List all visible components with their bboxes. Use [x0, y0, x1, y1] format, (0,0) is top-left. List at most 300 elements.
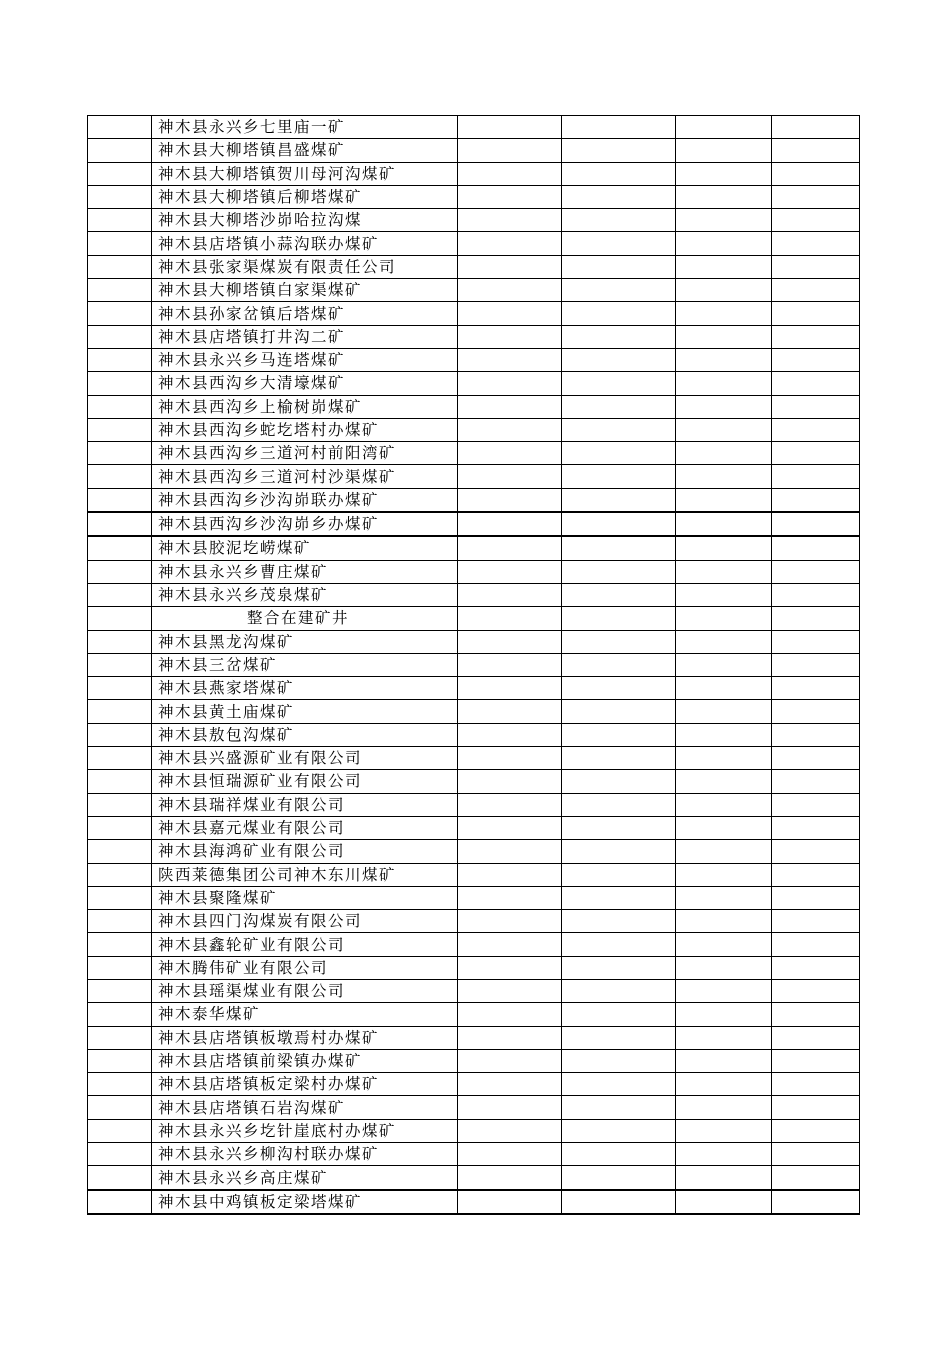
empty-cell [676, 933, 772, 956]
mine-name-cell: 神木县燕家塔煤矿 [152, 677, 458, 700]
empty-cell [676, 348, 772, 371]
table-row [88, 630, 860, 653]
index-cell [88, 139, 152, 162]
index-cell [88, 886, 152, 909]
empty-cell [676, 840, 772, 863]
index-cell [88, 1003, 152, 1026]
empty-cell [458, 162, 562, 185]
empty-cell [676, 886, 772, 909]
empty-cell [458, 677, 562, 700]
table-row [88, 232, 860, 255]
table-row [88, 255, 860, 278]
empty-cell [676, 116, 772, 139]
mine-name-cell: 神木县三岔煤矿 [152, 653, 458, 676]
empty-cell [562, 209, 676, 232]
table-row [88, 747, 860, 770]
mine-name-cell: 神木县胶泥圪崂煤矿 [152, 536, 458, 560]
mine-name-cell: 神木县西沟乡三道河村前阳湾矿 [152, 442, 458, 465]
empty-cell [772, 910, 860, 933]
table-row [88, 162, 860, 185]
empty-cell [676, 325, 772, 348]
empty-cell [772, 956, 860, 979]
empty-cell [458, 1003, 562, 1026]
index-cell [88, 279, 152, 302]
empty-cell [772, 747, 860, 770]
mine-name-cell: 神木县永兴乡七里庙一矿 [152, 116, 458, 139]
empty-cell [676, 583, 772, 606]
empty-cell [458, 325, 562, 348]
empty-cell [562, 418, 676, 441]
index-cell [88, 747, 152, 770]
empty-cell [772, 677, 860, 700]
empty-cell [676, 395, 772, 418]
index-cell [88, 583, 152, 606]
empty-cell [458, 512, 562, 536]
empty-cell [458, 723, 562, 746]
mine-name-cell: 神木县黑龙沟煤矿 [152, 630, 458, 653]
index-cell [88, 255, 152, 278]
index-cell [88, 653, 152, 676]
empty-cell [458, 418, 562, 441]
empty-cell [458, 933, 562, 956]
empty-cell [772, 979, 860, 1002]
mine-name-cell: 神木县大柳塔镇白家渠煤矿 [152, 279, 458, 302]
empty-cell [458, 395, 562, 418]
empty-cell [676, 418, 772, 441]
mine-name-cell: 神木县嘉元煤业有限公司 [152, 816, 458, 839]
index-cell [88, 1073, 152, 1096]
empty-cell [676, 607, 772, 630]
empty-cell [458, 1096, 562, 1119]
empty-cell [676, 1049, 772, 1072]
empty-cell [676, 488, 772, 512]
table-row [88, 1190, 860, 1214]
table-row [88, 793, 860, 816]
empty-cell [562, 325, 676, 348]
empty-cell [772, 139, 860, 162]
empty-cell [458, 770, 562, 793]
empty-cell [562, 770, 676, 793]
table-row [88, 185, 860, 208]
empty-cell [458, 372, 562, 395]
index-cell [88, 979, 152, 1002]
empty-cell [562, 1026, 676, 1049]
empty-cell [772, 1049, 860, 1072]
index-cell [88, 910, 152, 933]
empty-cell [458, 139, 562, 162]
index-cell [88, 1119, 152, 1142]
empty-cell [562, 536, 676, 560]
table-row [88, 700, 860, 723]
mine-name-cell: 神木县永兴乡曹庄煤矿 [152, 560, 458, 583]
empty-cell [458, 1190, 562, 1214]
index-cell [88, 723, 152, 746]
index-cell [88, 512, 152, 536]
empty-cell [772, 700, 860, 723]
table-row [88, 465, 860, 488]
empty-cell [772, 279, 860, 302]
index-cell [88, 816, 152, 839]
empty-cell [772, 607, 860, 630]
mine-name-cell: 神木县聚隆煤矿 [152, 886, 458, 909]
mine-name-cell: 神木县兴盛源矿业有限公司 [152, 747, 458, 770]
empty-cell [772, 116, 860, 139]
index-cell [88, 793, 152, 816]
table-row [88, 560, 860, 583]
empty-cell [676, 442, 772, 465]
mine-name-cell: 神木县瑶渠煤业有限公司 [152, 979, 458, 1002]
empty-cell [676, 863, 772, 886]
index-cell [88, 488, 152, 512]
empty-cell [772, 1143, 860, 1166]
empty-cell [458, 607, 562, 630]
empty-cell [772, 1166, 860, 1190]
index-cell [88, 209, 152, 232]
empty-cell [562, 653, 676, 676]
index-cell [88, 607, 152, 630]
index-cell [88, 418, 152, 441]
empty-cell [458, 465, 562, 488]
empty-cell [562, 372, 676, 395]
mine-name-cell: 神木县西沟乡蛇圪塔村办煤矿 [152, 418, 458, 441]
section-title-cell: 整合在建矿井 [152, 607, 458, 630]
empty-cell [562, 816, 676, 839]
empty-cell [458, 1119, 562, 1142]
mine-name-cell: 神木县永兴乡茂泉煤矿 [152, 583, 458, 606]
mine-name-cell: 神木县中鸡镇板定梁塔煤矿 [152, 1190, 458, 1214]
empty-cell [458, 910, 562, 933]
empty-cell [562, 395, 676, 418]
empty-cell [562, 1096, 676, 1119]
table-row [88, 863, 860, 886]
mine-list-table [87, 115, 860, 1215]
empty-cell [458, 560, 562, 583]
table-row [88, 418, 860, 441]
empty-cell [676, 279, 772, 302]
empty-cell [562, 116, 676, 139]
empty-cell [772, 512, 860, 536]
empty-cell [772, 1190, 860, 1214]
empty-cell [772, 185, 860, 208]
empty-cell [772, 1003, 860, 1026]
empty-cell [772, 302, 860, 325]
table-row [88, 933, 860, 956]
table-row [88, 1073, 860, 1096]
empty-cell [562, 840, 676, 863]
mine-name-cell: 神木县黄土庙煤矿 [152, 700, 458, 723]
empty-cell [676, 255, 772, 278]
empty-cell [676, 723, 772, 746]
mine-name-cell: 神木县永兴乡柳沟村联办煤矿 [152, 1143, 458, 1166]
empty-cell [676, 677, 772, 700]
index-cell [88, 770, 152, 793]
empty-cell [562, 465, 676, 488]
empty-cell [458, 279, 562, 302]
empty-cell [562, 255, 676, 278]
empty-cell [676, 512, 772, 536]
empty-cell [562, 863, 676, 886]
empty-cell [458, 255, 562, 278]
empty-cell [458, 793, 562, 816]
empty-cell [562, 747, 676, 770]
table-row [88, 886, 860, 909]
empty-cell [458, 488, 562, 512]
empty-cell [772, 1119, 860, 1142]
mine-name-cell: 神木县大柳塔镇昌盛煤矿 [152, 139, 458, 162]
empty-cell [562, 886, 676, 909]
empty-cell [772, 162, 860, 185]
empty-cell [458, 979, 562, 1002]
mine-name-cell: 陕西莱德集团公司神木东川煤矿 [152, 863, 458, 886]
empty-cell [772, 1096, 860, 1119]
empty-cell [676, 630, 772, 653]
empty-cell [562, 979, 676, 1002]
index-cell [88, 933, 152, 956]
empty-cell [772, 442, 860, 465]
empty-cell [458, 442, 562, 465]
empty-cell [676, 1003, 772, 1026]
index-cell [88, 536, 152, 560]
table-row [88, 209, 860, 232]
empty-cell [676, 700, 772, 723]
empty-cell [772, 653, 860, 676]
mine-name-cell: 神木县敖包沟煤矿 [152, 723, 458, 746]
table-row [88, 723, 860, 746]
empty-cell [676, 302, 772, 325]
empty-cell [772, 325, 860, 348]
empty-cell [562, 1049, 676, 1072]
empty-cell [676, 910, 772, 933]
table-row [88, 840, 860, 863]
empty-cell [562, 1073, 676, 1096]
empty-cell [562, 1143, 676, 1166]
empty-cell [676, 1166, 772, 1190]
index-cell [88, 677, 152, 700]
index-cell [88, 185, 152, 208]
empty-cell [458, 863, 562, 886]
table-row [88, 1119, 860, 1142]
empty-cell [458, 1049, 562, 1072]
empty-cell [676, 979, 772, 1002]
empty-cell [772, 933, 860, 956]
table-row [88, 816, 860, 839]
empty-cell [562, 512, 676, 536]
empty-cell [562, 630, 676, 653]
mine-name-cell: 神木县张家渠煤炭有限责任公司 [152, 255, 458, 278]
mine-name-cell: 神木县恒瑞源矿业有限公司 [152, 770, 458, 793]
mine-name-cell: 神木县大柳塔镇贺川母河沟煤矿 [152, 162, 458, 185]
empty-cell [772, 372, 860, 395]
table-row [88, 536, 860, 560]
mine-name-cell: 神木县永兴乡高庄煤矿 [152, 1166, 458, 1190]
empty-cell [772, 348, 860, 371]
index-cell [88, 302, 152, 325]
empty-cell [458, 583, 562, 606]
empty-cell [676, 139, 772, 162]
empty-cell [676, 560, 772, 583]
empty-cell [562, 607, 676, 630]
mine-name-cell: 神木县西沟乡沙沟峁联办煤矿 [152, 488, 458, 512]
mine-name-cell: 神木县西沟乡大清壕煤矿 [152, 372, 458, 395]
empty-cell [676, 1026, 772, 1049]
index-cell [88, 1143, 152, 1166]
empty-cell [676, 185, 772, 208]
table-row [88, 325, 860, 348]
empty-cell [676, 209, 772, 232]
table-row [88, 979, 860, 1002]
empty-cell [458, 348, 562, 371]
empty-cell [772, 816, 860, 839]
index-cell [88, 395, 152, 418]
empty-cell [458, 816, 562, 839]
empty-cell [562, 279, 676, 302]
table-row [88, 1143, 860, 1166]
empty-cell [458, 302, 562, 325]
table-row [88, 583, 860, 606]
empty-cell [562, 162, 676, 185]
empty-cell [772, 465, 860, 488]
empty-cell [458, 630, 562, 653]
table-row [88, 653, 860, 676]
table-row [88, 1096, 860, 1119]
index-cell [88, 372, 152, 395]
empty-cell [458, 185, 562, 208]
table-row [88, 1166, 860, 1190]
empty-cell [676, 770, 772, 793]
mine-name-cell: 神木县店塔镇板定梁村办煤矿 [152, 1073, 458, 1096]
mine-list-body [88, 116, 860, 1214]
empty-cell [676, 536, 772, 560]
empty-cell [772, 395, 860, 418]
empty-cell [772, 886, 860, 909]
empty-cell [458, 1143, 562, 1166]
empty-cell [772, 418, 860, 441]
empty-cell [772, 863, 860, 886]
empty-cell [676, 1096, 772, 1119]
empty-cell [772, 583, 860, 606]
empty-cell [562, 1119, 676, 1142]
index-cell [88, 348, 152, 371]
empty-cell [458, 653, 562, 676]
index-cell [88, 1166, 152, 1190]
empty-cell [562, 185, 676, 208]
empty-cell [458, 209, 562, 232]
mine-name-cell: 神木县瑞祥煤业有限公司 [152, 793, 458, 816]
table-row [88, 348, 860, 371]
index-cell [88, 116, 152, 139]
mine-name-cell: 神木县永兴乡马连塔煤矿 [152, 348, 458, 371]
empty-cell [772, 232, 860, 255]
mine-name-cell: 神木县店塔镇小蒜沟联办煤矿 [152, 232, 458, 255]
empty-cell [562, 1166, 676, 1190]
empty-cell [676, 465, 772, 488]
empty-cell [562, 700, 676, 723]
empty-cell [676, 956, 772, 979]
empty-cell [562, 956, 676, 979]
index-cell [88, 863, 152, 886]
index-cell [88, 700, 152, 723]
table-row [88, 488, 860, 512]
empty-cell [458, 956, 562, 979]
empty-cell [458, 1026, 562, 1049]
empty-cell [458, 536, 562, 560]
index-cell [88, 560, 152, 583]
table-row [88, 1003, 860, 1026]
empty-cell [676, 816, 772, 839]
empty-cell [676, 793, 772, 816]
index-cell [88, 1049, 152, 1072]
empty-cell [458, 886, 562, 909]
empty-cell [458, 747, 562, 770]
mine-name-cell: 神木县四门沟煤炭有限公司 [152, 910, 458, 933]
index-cell [88, 162, 152, 185]
mine-name-cell: 神木泰华煤矿 [152, 1003, 458, 1026]
empty-cell [562, 442, 676, 465]
table-row [88, 302, 860, 325]
empty-cell [562, 1190, 676, 1214]
empty-cell [676, 1190, 772, 1214]
empty-cell [772, 793, 860, 816]
index-cell [88, 1026, 152, 1049]
empty-cell [458, 232, 562, 255]
empty-cell [562, 232, 676, 255]
empty-cell [772, 255, 860, 278]
table-row [88, 1049, 860, 1072]
empty-cell [562, 583, 676, 606]
empty-cell [562, 560, 676, 583]
empty-cell [562, 910, 676, 933]
mine-name-cell: 神木县大柳塔沙峁哈拉沟煤 [152, 209, 458, 232]
index-cell [88, 465, 152, 488]
table-row [88, 442, 860, 465]
mine-name-cell: 神木县西沟乡三道河村沙渠煤矿 [152, 465, 458, 488]
mine-name-cell: 神木县孙家岔镇后塔煤矿 [152, 302, 458, 325]
table-row [88, 139, 860, 162]
empty-cell [676, 162, 772, 185]
mine-name-cell: 神木县大柳塔镇后柳塔煤矿 [152, 185, 458, 208]
empty-cell [772, 1026, 860, 1049]
empty-cell [772, 840, 860, 863]
table-row [88, 910, 860, 933]
empty-cell [676, 232, 772, 255]
empty-cell [676, 1143, 772, 1166]
mine-name-cell: 神木县永兴乡圪针崖底村办煤矿 [152, 1119, 458, 1142]
empty-cell [562, 933, 676, 956]
table-row [88, 512, 860, 536]
empty-cell [562, 488, 676, 512]
empty-cell [458, 1166, 562, 1190]
index-cell [88, 442, 152, 465]
table-row [88, 116, 860, 139]
table-row [88, 956, 860, 979]
empty-cell [562, 793, 676, 816]
table-row [88, 279, 860, 302]
empty-cell [458, 1073, 562, 1096]
index-cell [88, 840, 152, 863]
empty-cell [772, 723, 860, 746]
empty-cell [772, 488, 860, 512]
empty-cell [562, 723, 676, 746]
mine-name-cell: 神木县西沟乡上榆树峁煤矿 [152, 395, 458, 418]
mine-name-cell: 神木县鑫轮矿业有限公司 [152, 933, 458, 956]
empty-cell [772, 560, 860, 583]
mine-name-cell: 神木腾伟矿业有限公司 [152, 956, 458, 979]
empty-cell [458, 116, 562, 139]
empty-cell [676, 1119, 772, 1142]
empty-cell [562, 677, 676, 700]
index-cell [88, 630, 152, 653]
empty-cell [676, 1073, 772, 1096]
